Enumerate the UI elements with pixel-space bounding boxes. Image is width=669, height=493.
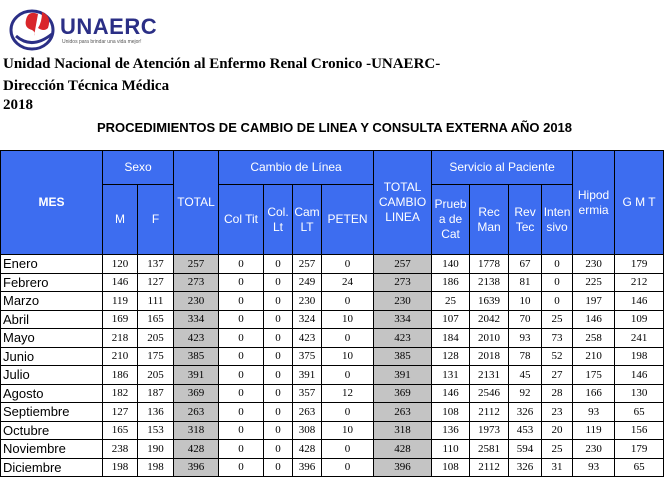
cell-mes: Septiembre: [1, 403, 103, 422]
col-header-hipodermia: Hipod ermia: [573, 151, 615, 255]
cell-m: 218: [103, 329, 138, 348]
cell-mes: Abril: [1, 310, 103, 329]
col-header-mes: MES: [1, 151, 103, 255]
cell-intensivo: 31: [542, 458, 573, 477]
cell-intensivo: 28: [542, 384, 573, 403]
table-row: [1, 458, 664, 477]
cell-col-lt: 0: [264, 347, 293, 366]
cell-m: 165: [103, 421, 138, 440]
institution-name: Unidad Nacional de Atención al Enfermo Renal Cronico -UNAERC-: [3, 56, 441, 72]
cell-intensivo: 0: [542, 255, 573, 274]
col-header-servicio: Servicio al Paciente: [432, 151, 573, 185]
cell-cam-lt: 423: [293, 329, 322, 348]
cell-gmt: 179: [615, 440, 664, 459]
logo-name: UNAERC: [60, 14, 158, 39]
logo-tagline: Unidos para brindar una vida mejor!: [62, 39, 142, 45]
col-header-rec-man: Rec Man: [470, 185, 509, 255]
cell-rec-man: 2010: [470, 329, 509, 348]
cell-rev-tec: 67: [509, 255, 542, 274]
cell-rec-man: 2112: [470, 458, 509, 477]
cell-total-cambio: 385: [374, 347, 432, 366]
table-body: [1, 255, 664, 477]
cell-cam-lt: 249: [293, 273, 322, 292]
cell-m: 210: [103, 347, 138, 366]
cell-cam-lt: 375: [293, 347, 322, 366]
cell-col-tit: 0: [219, 366, 264, 385]
cell-f: 165: [138, 310, 174, 329]
cell-intensivo: 73: [542, 329, 573, 348]
cell-hipodermia: 258: [573, 329, 615, 348]
table-row: [1, 329, 664, 348]
cell-total-cambio: 391: [374, 366, 432, 385]
cell-cam-lt: 308: [293, 421, 322, 440]
cell-mes: Julio: [1, 366, 103, 385]
cell-total-cambio: 428: [374, 440, 432, 459]
cell-rec-man: 2131: [470, 366, 509, 385]
cell-hipodermia: 230: [573, 440, 615, 459]
table-row: [1, 403, 664, 422]
table-row: [1, 255, 664, 274]
cell-total: 369: [174, 384, 219, 403]
table-row: [1, 384, 664, 403]
cell-total-cambio: 230: [374, 292, 432, 311]
cell-prueba: 186: [432, 273, 470, 292]
cell-total: 230: [174, 292, 219, 311]
col-header-f: F: [138, 185, 174, 255]
cell-cam-lt: 230: [293, 292, 322, 311]
cell-hipodermia: 146: [573, 310, 615, 329]
col-header-peten: PETEN: [322, 185, 374, 255]
cell-col-lt: 0: [264, 255, 293, 274]
cell-m: 127: [103, 403, 138, 422]
cell-mes: Diciembre: [1, 458, 103, 477]
cell-hipodermia: 119: [573, 421, 615, 440]
cell-total: 428: [174, 440, 219, 459]
cell-rev-tec: 93: [509, 329, 542, 348]
cell-total-cambio: 334: [374, 310, 432, 329]
cell-f: 153: [138, 421, 174, 440]
cell-total: 273: [174, 273, 219, 292]
cell-gmt: 109: [615, 310, 664, 329]
cell-rev-tec: 45: [509, 366, 542, 385]
cell-col-tit: 0: [219, 421, 264, 440]
cell-intensivo: 20: [542, 421, 573, 440]
cell-col-tit: 0: [219, 458, 264, 477]
cell-cam-lt: 396: [293, 458, 322, 477]
cell-col-lt: 0: [264, 329, 293, 348]
col-header-total: TOTAL: [174, 151, 219, 255]
cell-peten: 12: [322, 384, 374, 403]
cell-col-lt: 0: [264, 273, 293, 292]
cell-gmt: 146: [615, 366, 664, 385]
cell-col-lt: 0: [264, 440, 293, 459]
cell-prueba: 25: [432, 292, 470, 311]
cell-hipodermia: 175: [573, 366, 615, 385]
col-header-gmt: G M T: [615, 151, 664, 255]
cell-col-tit: 0: [219, 310, 264, 329]
cell-f: 175: [138, 347, 174, 366]
cell-cam-lt: 257: [293, 255, 322, 274]
table-row: [1, 292, 664, 311]
cell-col-tit: 0: [219, 329, 264, 348]
cell-intensivo: 52: [542, 347, 573, 366]
cell-rec-man: 2112: [470, 403, 509, 422]
cell-prueba: 131: [432, 366, 470, 385]
cell-gmt: 198: [615, 347, 664, 366]
cell-prueba: 140: [432, 255, 470, 274]
cell-peten: 0: [322, 366, 374, 385]
cell-m: 198: [103, 458, 138, 477]
cell-total-cambio: 369: [374, 384, 432, 403]
cell-m: 119: [103, 292, 138, 311]
cell-peten: 10: [322, 310, 374, 329]
procedures-table: [0, 150, 664, 477]
cell-intensivo: 0: [542, 292, 573, 311]
cell-m: 120: [103, 255, 138, 274]
cell-rec-man: 2546: [470, 384, 509, 403]
cell-peten: 10: [322, 347, 374, 366]
col-header-sexo: Sexo: [103, 151, 174, 185]
cell-col-lt: 0: [264, 458, 293, 477]
cell-gmt: 156: [615, 421, 664, 440]
table-row: [1, 273, 664, 292]
cell-col-tit: 0: [219, 292, 264, 311]
cell-intensivo: 27: [542, 366, 573, 385]
col-header-cambio-linea: Cambio de Línea: [219, 151, 374, 185]
cell-rev-tec: 326: [509, 458, 542, 477]
cell-peten: 10: [322, 421, 374, 440]
cell-m: 182: [103, 384, 138, 403]
cell-peten: 0: [322, 255, 374, 274]
cell-m: 238: [103, 440, 138, 459]
cell-peten: 0: [322, 440, 374, 459]
cell-gmt: 179: [615, 255, 664, 274]
cell-prueba: 107: [432, 310, 470, 329]
cell-rev-tec: 78: [509, 347, 542, 366]
cell-hipodermia: 210: [573, 347, 615, 366]
cell-rec-man: 2138: [470, 273, 509, 292]
cell-peten: 0: [322, 329, 374, 348]
cell-col-tit: 0: [219, 440, 264, 459]
cell-f: 198: [138, 458, 174, 477]
cell-f: 205: [138, 366, 174, 385]
cell-col-tit: 0: [219, 403, 264, 422]
cell-f: 205: [138, 329, 174, 348]
cell-rev-tec: 92: [509, 384, 542, 403]
cell-total-cambio: 273: [374, 273, 432, 292]
cell-cam-lt: 391: [293, 366, 322, 385]
cell-gmt: 146: [615, 292, 664, 311]
cell-rec-man: 1639: [470, 292, 509, 311]
cell-intensivo: 23: [542, 403, 573, 422]
cell-peten: 0: [322, 458, 374, 477]
cell-mes: Noviembre: [1, 440, 103, 459]
cell-prueba: 108: [432, 403, 470, 422]
cell-prueba: 128: [432, 347, 470, 366]
cell-peten: 24: [322, 273, 374, 292]
cell-rec-man: 2018: [470, 347, 509, 366]
cell-gmt: 65: [615, 458, 664, 477]
cell-mes: Junio: [1, 347, 103, 366]
cell-f: 190: [138, 440, 174, 459]
cell-col-lt: 0: [264, 366, 293, 385]
cell-total: 396: [174, 458, 219, 477]
cell-col-tit: 0: [219, 273, 264, 292]
col-header-col-tit: Col Tit: [219, 185, 264, 255]
col-header-total-cambio: TOTAL CAMBIO LINEA: [374, 151, 432, 255]
col-header-col-lt: Col. Lt: [264, 185, 293, 255]
cell-col-lt: 0: [264, 310, 293, 329]
cell-col-tit: 0: [219, 347, 264, 366]
cell-rev-tec: 10: [509, 292, 542, 311]
cell-rev-tec: 81: [509, 273, 542, 292]
report-title: PROCEDIMIENTOS DE CAMBIO DE LINEA Y CONSULTA EXTERNA AÑO 2018: [96, 120, 573, 135]
kidney-hands-icon: [8, 6, 60, 52]
cell-prueba: 136: [432, 421, 470, 440]
cell-gmt: 212: [615, 273, 664, 292]
cell-total: 318: [174, 421, 219, 440]
table-row: [1, 347, 664, 366]
cell-m: 146: [103, 273, 138, 292]
cell-rec-man: 1973: [470, 421, 509, 440]
cell-prueba: 184: [432, 329, 470, 348]
col-header-prueba-cat: Prueb a de Cat: [432, 185, 470, 255]
cell-intensivo: 25: [542, 440, 573, 459]
cell-hipodermia: 197: [573, 292, 615, 311]
table-row: [1, 310, 664, 329]
cell-col-lt: 0: [264, 403, 293, 422]
cell-rec-man: 2042: [470, 310, 509, 329]
table-row: [1, 366, 664, 385]
cell-mes: Mayo: [1, 329, 103, 348]
cell-col-tit: 0: [219, 255, 264, 274]
cell-col-lt: 0: [264, 292, 293, 311]
col-header-intensivo: Inten sivo: [542, 185, 573, 255]
cell-f: 137: [138, 255, 174, 274]
cell-intensivo: 0: [542, 273, 573, 292]
cell-col-lt: 0: [264, 421, 293, 440]
cell-total-cambio: 396: [374, 458, 432, 477]
cell-col-lt: 0: [264, 384, 293, 403]
cell-total-cambio: 263: [374, 403, 432, 422]
cell-rec-man: 2581: [470, 440, 509, 459]
cell-m: 186: [103, 366, 138, 385]
col-header-cam-lt: Cam LT: [293, 185, 322, 255]
cell-f: 127: [138, 273, 174, 292]
cell-hipodermia: 230: [573, 255, 615, 274]
cell-m: 169: [103, 310, 138, 329]
cell-gmt: 241: [615, 329, 664, 348]
cell-cam-lt: 324: [293, 310, 322, 329]
cell-total: 391: [174, 366, 219, 385]
cell-f: 111: [138, 292, 174, 311]
col-header-m: M: [103, 185, 138, 255]
cell-hipodermia: 225: [573, 273, 615, 292]
cell-total-cambio: 423: [374, 329, 432, 348]
cell-cam-lt: 357: [293, 384, 322, 403]
cell-total-cambio: 257: [374, 255, 432, 274]
cell-prueba: 108: [432, 458, 470, 477]
cell-rev-tec: 594: [509, 440, 542, 459]
cell-hipodermia: 93: [573, 403, 615, 422]
cell-hipodermia: 166: [573, 384, 615, 403]
cell-prueba: 146: [432, 384, 470, 403]
cell-peten: 0: [322, 403, 374, 422]
cell-mes: Febrero: [1, 273, 103, 292]
department-name: Dirección Técnica Médica: [3, 78, 170, 94]
cell-total: 385: [174, 347, 219, 366]
cell-total-cambio: 318: [374, 421, 432, 440]
report-year: 2018: [3, 97, 33, 113]
cell-total: 334: [174, 310, 219, 329]
cell-mes: Octubre: [1, 421, 103, 440]
cell-col-tit: 0: [219, 384, 264, 403]
cell-total: 257: [174, 255, 219, 274]
unaerc-logo: [8, 6, 158, 54]
cell-prueba: 110: [432, 440, 470, 459]
cell-gmt: 130: [615, 384, 664, 403]
cell-cam-lt: 263: [293, 403, 322, 422]
cell-peten: 0: [322, 292, 374, 311]
cell-f: 187: [138, 384, 174, 403]
table-row: [1, 421, 664, 440]
cell-rev-tec: 453: [509, 421, 542, 440]
table-row: [1, 440, 664, 459]
cell-gmt: 65: [615, 403, 664, 422]
cell-rev-tec: 326: [509, 403, 542, 422]
cell-rev-tec: 70: [509, 310, 542, 329]
cell-total: 263: [174, 403, 219, 422]
cell-intensivo: 25: [542, 310, 573, 329]
cell-cam-lt: 428: [293, 440, 322, 459]
cell-f: 136: [138, 403, 174, 422]
cell-total: 423: [174, 329, 219, 348]
cell-hipodermia: 93: [573, 458, 615, 477]
cell-mes: Enero: [1, 255, 103, 274]
cell-rec-man: 1778: [470, 255, 509, 274]
col-header-rev-tec: Rev Tec: [509, 185, 542, 255]
cell-mes: Marzo: [1, 292, 103, 311]
cell-mes: Agosto: [1, 384, 103, 403]
